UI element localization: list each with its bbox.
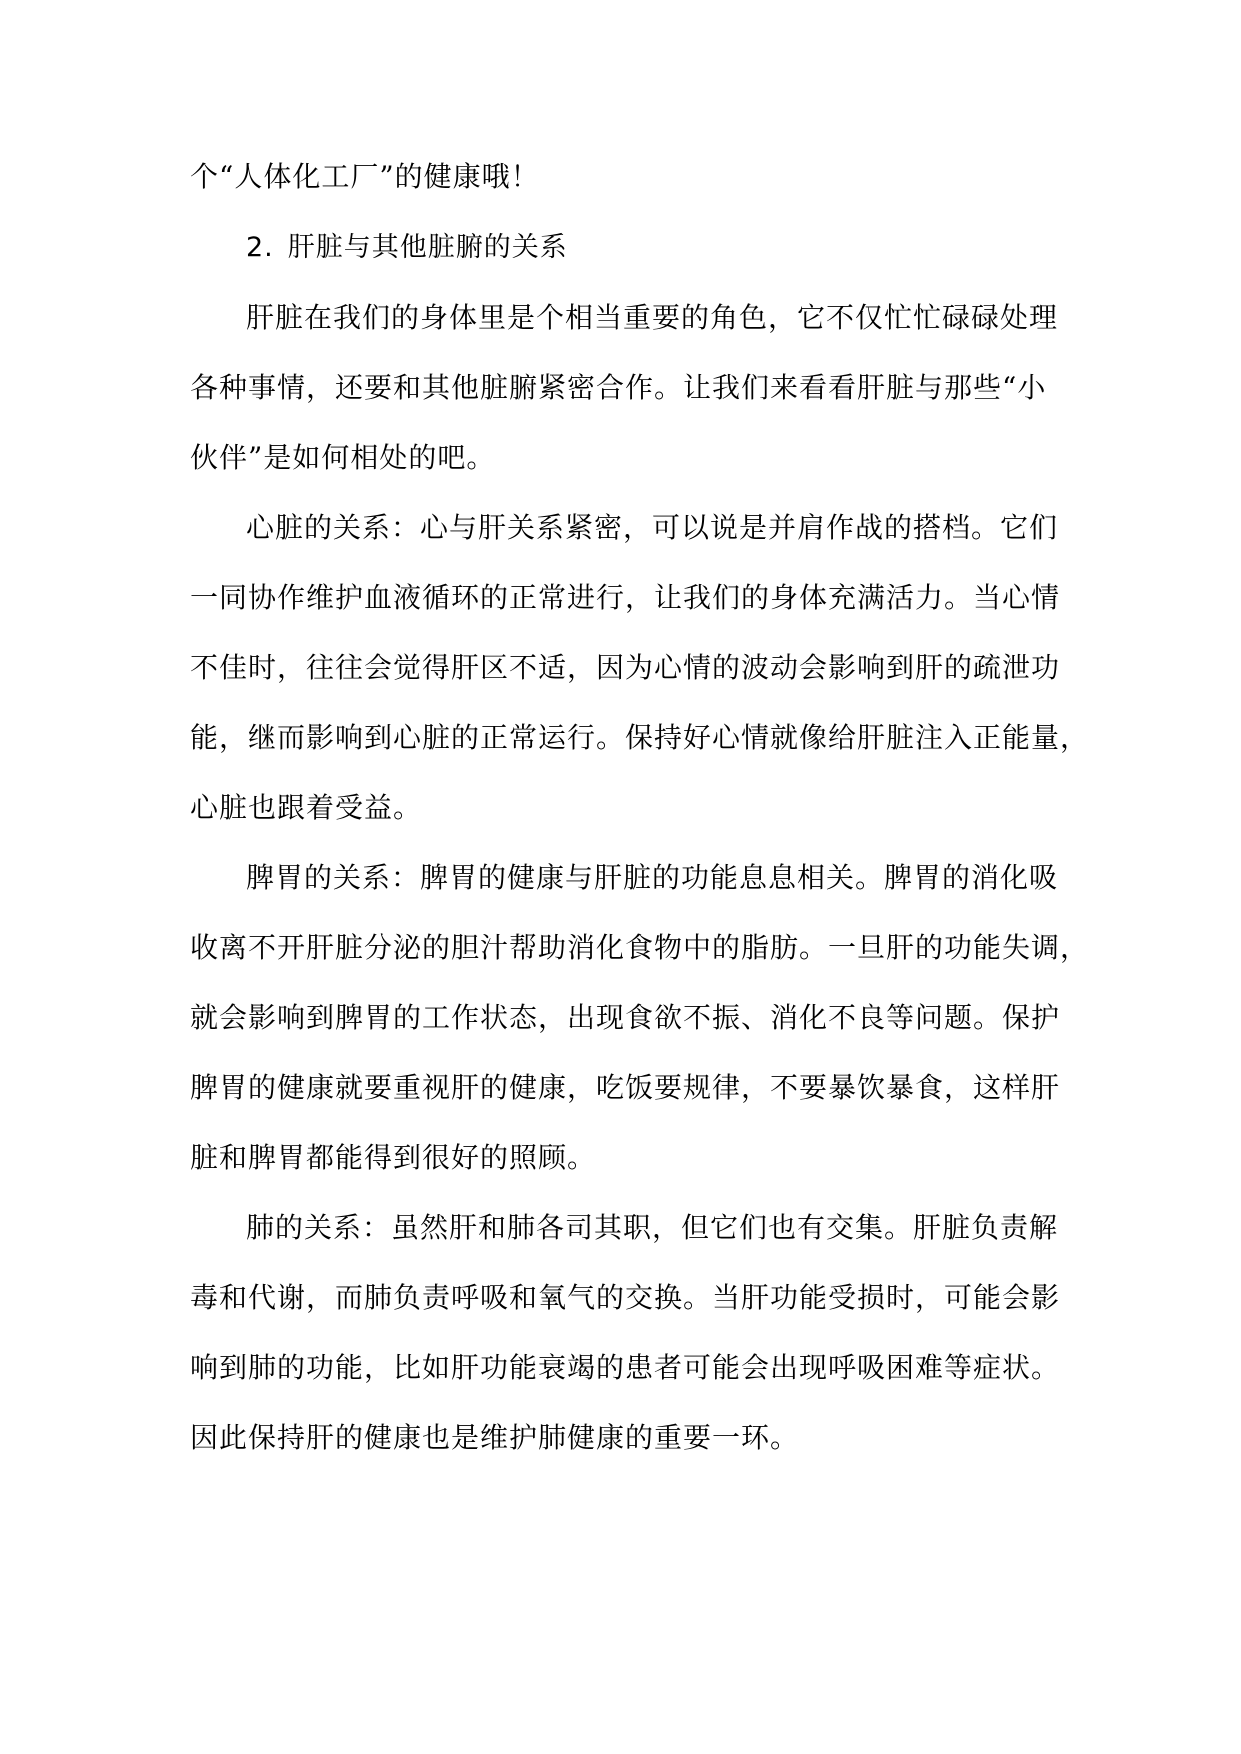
paragraph-line: 收离不开肝脏分泌的胆汁帮助消化食物中的脂肪。一旦肝的功能失调， <box>190 931 1090 964</box>
paragraph-line: 因此保持肝的健康也是维护肺健康的重要一环。 <box>190 1421 800 1454</box>
paragraph-line: 响到肺的功能，比如肝功能衰竭的患者可能会出现呼吸困难等症状。 <box>190 1351 1061 1384</box>
section-title: 肝脏与其他脏腑的关系 <box>287 232 568 263</box>
paragraph-line: 毒和代谢，而肺负责呼吸和氧气的交换。当肝功能受损时，可能会影 <box>190 1281 1061 1314</box>
paragraph-line: 心脏的关系：心与肝关系紧密，可以说是并肩作战的搭档。它们 <box>246 511 1059 544</box>
paragraph-line: 肝脏在我们的身体里是个相当重要的角色，它不仅忙忙碌碌处理 <box>246 301 1059 334</box>
paragraph-line: 脾胃的健康就要重视肝的健康，吃饭要规律，不要暴饮暴食，这样肝 <box>190 1071 1061 1104</box>
section-number: 2. <box>246 232 274 263</box>
paragraph-line: 脾胃的关系：脾胃的健康与肝脏的功能息息相关。脾胃的消化吸 <box>246 861 1059 894</box>
paragraph-line: 各种事情，还要和其他脏腑紧密合作。让我们来看看肝脏与那些“小 <box>190 371 1047 404</box>
paragraph-line: 不佳时，往往会觉得肝区不适，因为心情的波动会影响到肝的疏泄功 <box>190 651 1061 684</box>
text-line: 个“人体化工厂”的健康哦！ <box>190 160 540 193</box>
paragraph-line: 一同协作维护血液循环的正常进行，让我们的身体充满活力。当心情 <box>190 581 1061 614</box>
paragraph-line: 就会影响到脾胃的工作状态，出现食欲不振、消化不良等问题。保护 <box>190 1001 1061 1034</box>
paragraph-line: 肺的关系：虽然肝和肺各司其职，但它们也有交集。肝脏负责解 <box>246 1211 1059 1244</box>
paragraph-line: 心脏也跟着受益。 <box>190 791 423 824</box>
paragraph-line: 能，继而影响到心脏的正常运行。保持好心情就像给肝脏注入正能量， <box>190 721 1090 754</box>
paragraph-line: 脏和脾胃都能得到很好的照顾。 <box>190 1141 597 1174</box>
section-heading <box>246 218 1146 278</box>
paragraph-line: 伙伴”是如何相处的吧。 <box>190 441 496 474</box>
